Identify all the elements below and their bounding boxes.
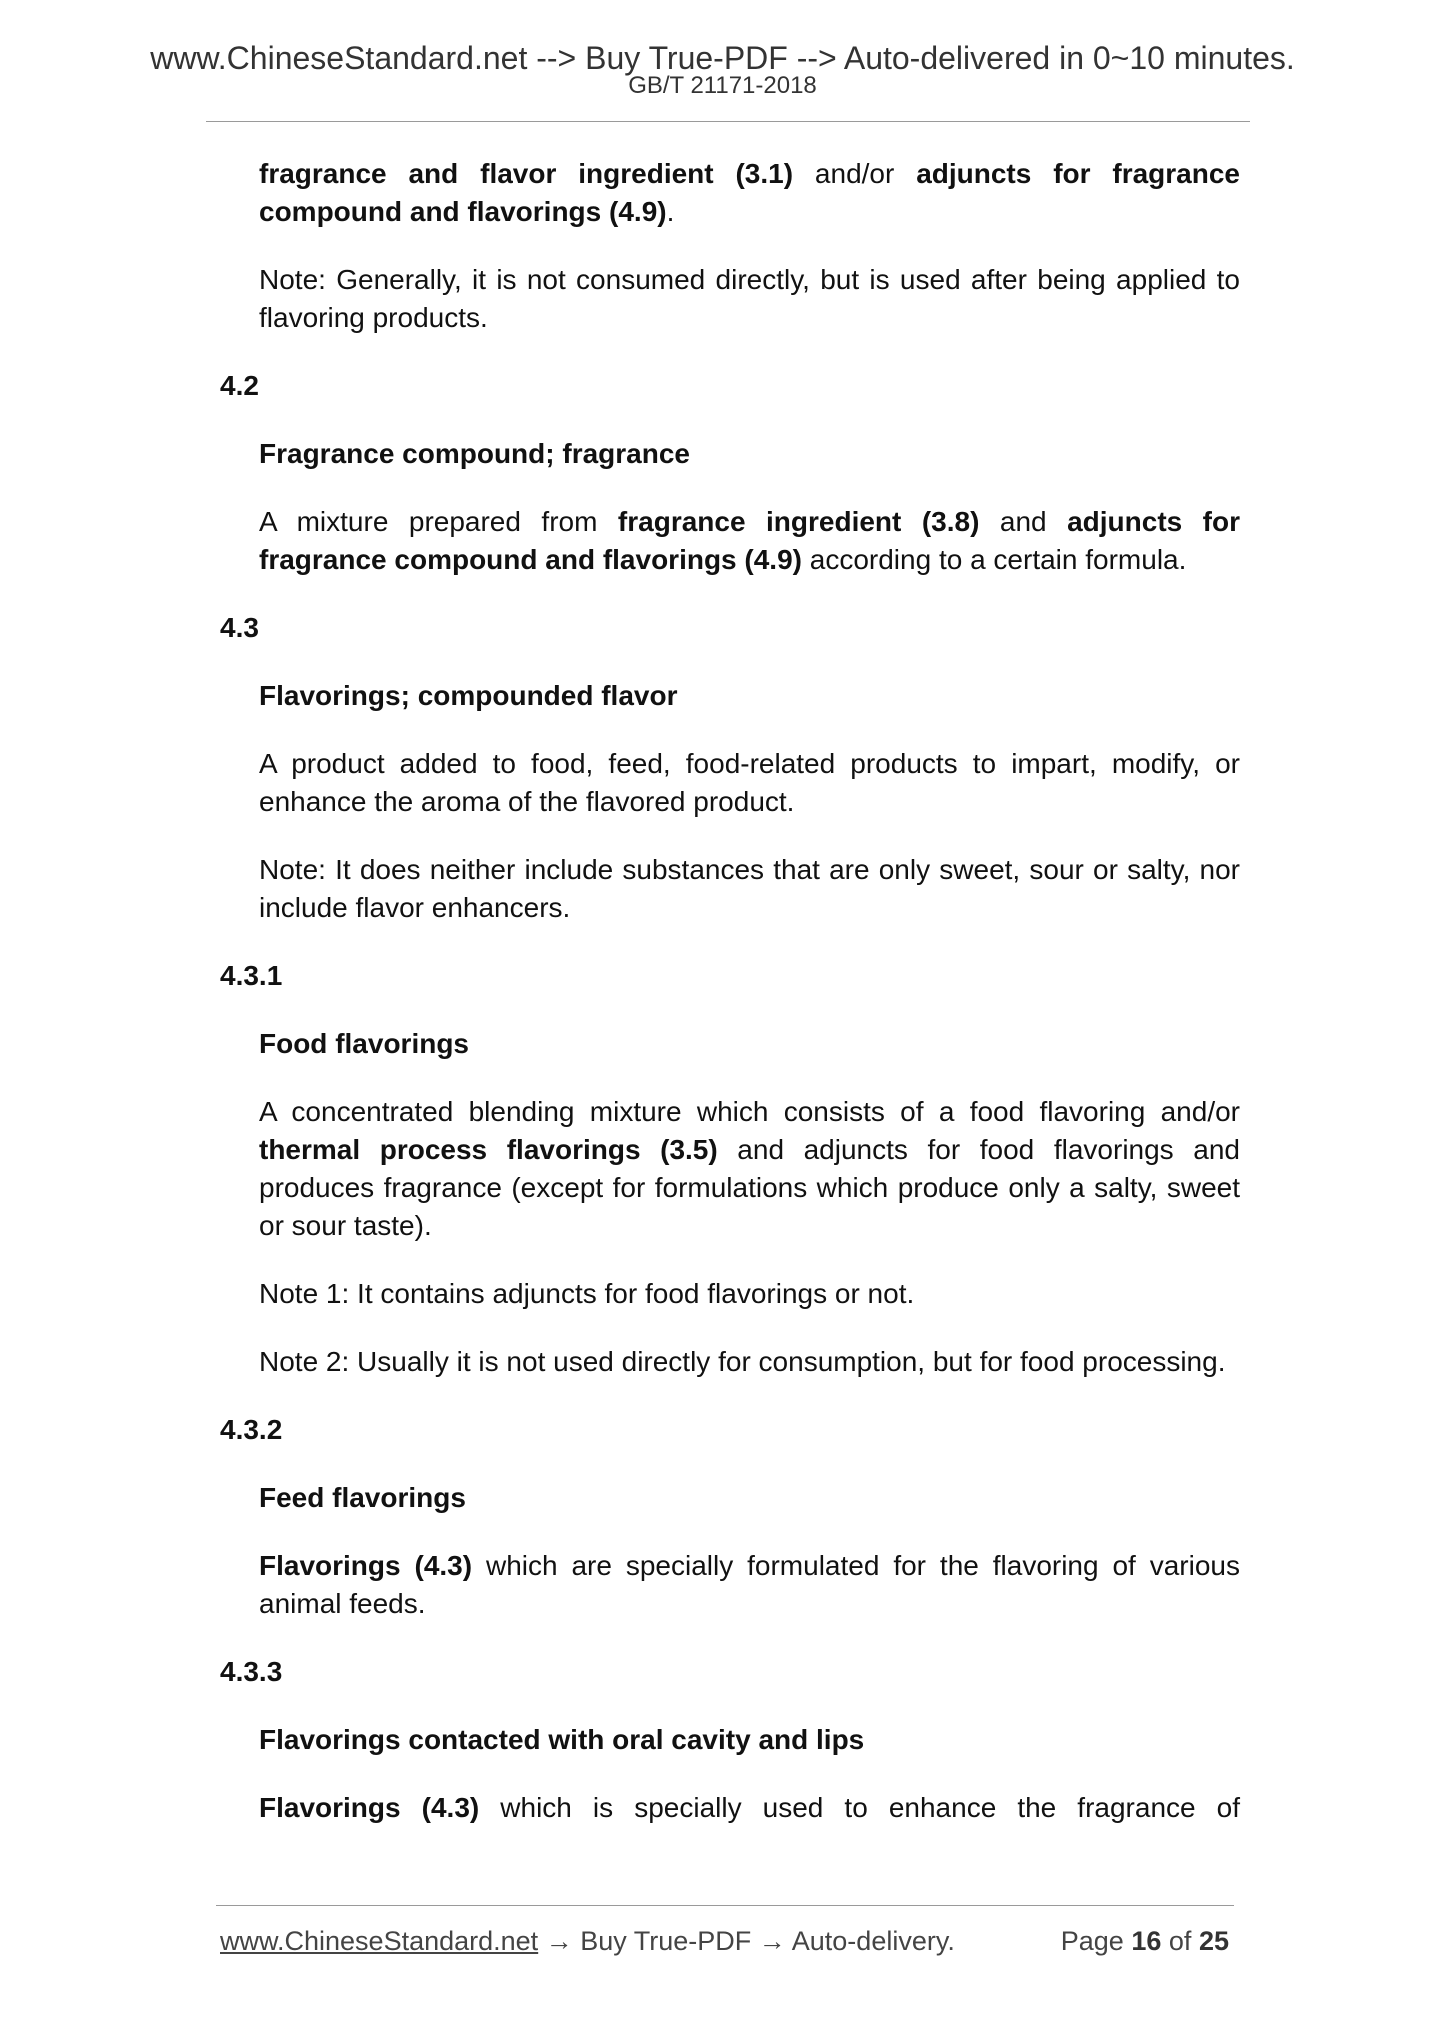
text-span: . [666,196,675,227]
buy-text: Buy True-PDF [580,1926,752,1956]
section-number: 4.3.1 [220,960,283,991]
section-number: 4.2 [220,370,259,401]
note: Note: Generally, it is not consumed directly, but is used after being applied to flavoring products. [259,264,1240,333]
term-reference: fragrance ingredient (3.8) [617,506,980,537]
term-reference: Flavorings (4.3) [259,1792,480,1823]
text-span: which are specially formulated for the flavoring of various animal feeds. [259,1550,1241,1619]
term-reference: thermal process flavorings (3.5) [259,1134,718,1165]
delivery-text: Auto-delivery. [791,1926,955,1956]
arrow-icon: → [751,1926,792,1956]
text-span: A mixture prepared from [259,506,618,537]
term-reference: adjuncts for fragrance compound and flavorings (4.9) [259,158,1240,227]
note: Note 2: Usually it is not used directly for consumption, but for food processing. [259,1346,1226,1377]
text-span: which is specially used to enhance the fragrance of [479,1792,1241,1823]
page-indicator [1061,1924,1229,1958]
text-span: A concentrated blending mixture which consists of a food flavoring and/or [259,1096,1240,1127]
definition [259,1789,1240,1827]
footer-links [220,1924,955,1958]
page-current: 16 [1131,1926,1162,1956]
text-span: and adjuncts for food flavorings and produces fragrance (except for formulations which produce only a salty, sweet or sour taste). [259,1134,1240,1241]
paragraph-continuation [259,155,1240,231]
section-number: 4.3.3 [220,1656,283,1687]
term-reference: fragrance and flavor ingredient (3.1) [259,158,794,189]
definition [259,503,1240,579]
definition [259,1547,1240,1623]
term-reference: Flavorings (4.3) [259,1550,473,1581]
note: Note: It does neither include substances that are only sweet, sour or salty, nor include flavor enhancers. [259,854,1240,923]
section-number: 4.3 [220,612,259,643]
header-banner: www.ChineseStandard.net --> Buy True-PDF --> Auto-delivered in 0~10 minutes. [150,40,1295,76]
text-span: and/or [793,158,917,189]
term-reference: adjuncts for fragrance compound and flavorings (4.9) [259,506,1241,575]
document-body [220,155,1240,1857]
term-title: Fragrance compound; fragrance [259,438,690,469]
definition [259,1093,1240,1245]
text-span: and [979,506,1068,537]
page-total: 25 [1198,1926,1229,1956]
text-span: according to a certain formula. [801,544,1187,575]
term-title: Flavorings contacted with oral cavity and lips [259,1724,865,1755]
site-link[interactable]: www.ChineseStandard.net [220,1926,539,1956]
footer-divider [216,1905,1234,1906]
term-title: Food flavorings [259,1028,469,1059]
definition: A product added to food, feed, food-related products to impart, modify, or enhance the aroma of the flavored product. [259,748,1240,817]
term-title: Flavorings; compounded flavor [259,680,678,711]
term-title: Feed flavorings [259,1482,466,1513]
section-number: 4.3.2 [220,1414,283,1445]
arrow-icon: → [538,1926,581,1956]
page-of-label: of [1168,1926,1192,1956]
note: Note 1: It contains adjuncts for food flavorings or not. [259,1278,915,1309]
page-label: Page [1060,1926,1124,1956]
header-divider [206,121,1250,122]
standard-id: GB/T 21171-2018 [628,72,817,99]
